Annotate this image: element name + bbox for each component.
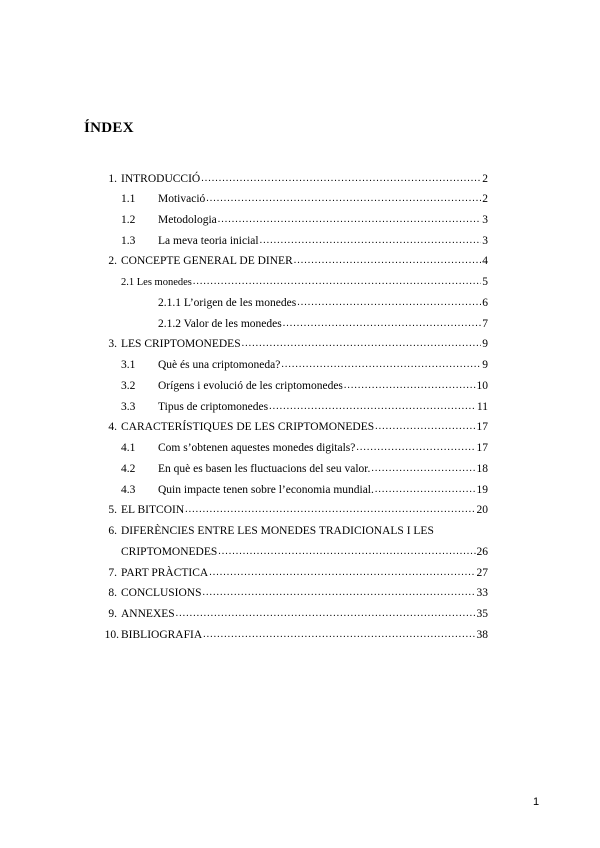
dot-leader	[209, 567, 475, 579]
toc-entry-page: 5	[482, 276, 488, 288]
toc-entry-3[interactable]	[103, 332, 488, 350]
toc-entry-page: 33	[476, 587, 488, 599]
toc-entry-number: 7.	[108, 567, 117, 579]
toc-entry-page: 7	[482, 318, 488, 330]
toc-entry-page: 19	[476, 484, 488, 496]
toc-entry-label: Com s’obtenen aquestes monedes digitals?	[158, 442, 356, 454]
dot-leader	[193, 276, 481, 288]
dot-leader	[176, 608, 476, 620]
toc-entry-number: 3.1	[121, 359, 136, 371]
toc-entry-label: ANNEXES	[121, 608, 175, 620]
dot-leader	[260, 235, 482, 247]
toc-entry-number: 4.2	[121, 463, 136, 475]
dot-leader	[371, 463, 475, 475]
dot-leader	[203, 629, 475, 641]
toc-entry-label: Tipus de criptomonedes	[158, 401, 269, 413]
page-number: 1	[533, 796, 540, 808]
toc-entry-label: CARACTERÍSTIQUES DE LES CRIPTOMONEDES	[121, 421, 375, 433]
toc-entry-8[interactable]	[103, 581, 488, 599]
toc-entry-label: EL BITCOIN	[121, 504, 185, 516]
toc-entry-4-1[interactable]	[121, 436, 488, 454]
toc-entry-number: 10.	[104, 629, 119, 641]
toc-entry-page: 38	[476, 629, 488, 641]
toc-entry-2-1[interactable]	[121, 270, 488, 288]
toc-entry-9[interactable]	[103, 602, 488, 620]
toc-entry-number: 8.	[108, 587, 117, 599]
toc-entry-2-1-1[interactable]	[158, 291, 488, 309]
toc-entry-6-continuation[interactable]	[121, 540, 488, 558]
toc-entry-label: Quin impacte tenen sobre l’economia mundial.	[158, 484, 374, 496]
dot-leader	[283, 318, 482, 330]
toc-entry-4[interactable]	[103, 415, 488, 433]
toc-entry-page: 20	[476, 504, 488, 516]
toc-entry-label: CRIPTOMONEDES	[121, 546, 218, 558]
toc-entry-label: Què és una criptomoneda?	[158, 359, 281, 371]
toc-entry-number: 1.2	[121, 214, 136, 226]
toc-entry-label: 2.1.2 Valor de les monedes	[158, 318, 282, 330]
toc-entry-1[interactable]	[103, 167, 488, 185]
toc-entry-page: 35	[476, 608, 488, 620]
toc-entry-2-1-2[interactable]	[158, 312, 488, 330]
toc-entry-number: 9.	[108, 608, 117, 620]
toc-entry-10[interactable]	[103, 623, 488, 641]
toc-entry-page: 27	[476, 567, 488, 579]
toc-entry-7[interactable]	[103, 561, 488, 579]
toc-entry-number: 1.1	[121, 193, 136, 205]
toc-entry-label: DIFERÈNCIES ENTRE LES MONEDES TRADICIONALS I LES	[121, 525, 434, 537]
dot-leader	[201, 173, 481, 185]
toc-entry-number: 1.	[108, 173, 117, 185]
toc-entry-3-2[interactable]	[121, 374, 488, 392]
toc-entry-label: Metodologia	[158, 214, 217, 226]
toc-entry-page: 4	[482, 255, 488, 267]
toc-entry-page: 2	[482, 193, 488, 205]
dot-leader	[203, 587, 476, 599]
toc-entry-label: INTRODUCCIÓ	[121, 173, 201, 185]
toc-entry-label: Orígens i evolució de les criptomonedes	[158, 380, 343, 392]
toc-entry-4-3[interactable]	[121, 478, 488, 496]
toc-entry-2[interactable]	[103, 249, 488, 267]
toc-entry-5[interactable]	[103, 498, 488, 516]
toc-entry-1-3[interactable]	[121, 229, 488, 247]
toc-entry-label: La meva teoria inicial	[158, 235, 259, 247]
toc-entry-page: 9	[482, 338, 488, 350]
toc-entry-page: 26	[476, 546, 488, 558]
dot-leader	[297, 297, 481, 309]
toc-entry-3-3[interactable]	[121, 395, 488, 413]
toc-entry-number: 3.3	[121, 401, 136, 413]
toc-entry-number: 4.3	[121, 484, 136, 496]
dot-leader	[242, 338, 482, 350]
toc-entry-label: PART PRÀCTICA	[121, 567, 209, 579]
toc-entry-6[interactable]	[103, 519, 488, 537]
toc-entry-page: 2	[482, 173, 488, 185]
toc-entry-label: 2.1 Les monedes	[121, 277, 192, 288]
toc-entry-page: 6	[482, 297, 488, 309]
toc-entry-page: 17	[476, 442, 488, 454]
dot-leader	[218, 214, 481, 226]
toc-entry-1-2[interactable]	[121, 208, 488, 226]
toc-entry-page: 11	[476, 401, 488, 413]
toc-entry-page: 17	[476, 421, 488, 433]
toc-entry-number: 2.	[108, 255, 117, 267]
dot-leader	[375, 484, 476, 496]
dot-leader	[294, 255, 482, 267]
toc-entry-number: 6.	[108, 525, 117, 537]
toc-entry-page: 3	[482, 214, 488, 226]
toc-entry-page: 3	[482, 235, 488, 247]
toc-entry-page: 18	[476, 463, 488, 475]
toc-entry-page: 9	[482, 359, 488, 371]
toc-entry-number: 3.	[108, 338, 117, 350]
dot-leader	[218, 546, 475, 558]
toc-entry-3-1[interactable]	[121, 353, 488, 371]
dot-leader	[344, 380, 476, 392]
toc-entry-label: Motivació	[158, 193, 206, 205]
toc-entry-label: 2.1.1 L’origen de les monedes	[158, 297, 297, 309]
toc-entry-label: CONCLUSIONS	[121, 587, 202, 599]
toc-entry-label: CONCEPTE GENERAL DE DINER	[121, 255, 293, 267]
toc-entry-number: 3.2	[121, 380, 136, 392]
toc-entry-number: 4.1	[121, 442, 136, 454]
toc-entry-label: En què es basen les fluctuacions del seu valor.	[158, 463, 371, 475]
dot-leader	[206, 193, 481, 205]
dot-leader	[281, 359, 481, 371]
toc-entry-number: 4.	[108, 421, 117, 433]
toc-entry-page: 10	[476, 380, 488, 392]
toc-entry-number: 5.	[108, 504, 117, 516]
toc-entry-4-2[interactable]	[121, 457, 488, 475]
dot-leader	[375, 421, 475, 433]
index-title: ÍNDEX	[84, 120, 134, 136]
toc-entry-label: LES CRIPTOMONEDES	[121, 338, 241, 350]
dot-leader	[269, 401, 476, 413]
toc-entry-number: 1.3	[121, 235, 136, 247]
toc-entry-1-1[interactable]	[121, 187, 488, 205]
dot-leader	[356, 442, 475, 454]
toc-entry-label: BIBLIOGRAFIA	[121, 629, 203, 641]
dot-leader	[185, 504, 475, 516]
